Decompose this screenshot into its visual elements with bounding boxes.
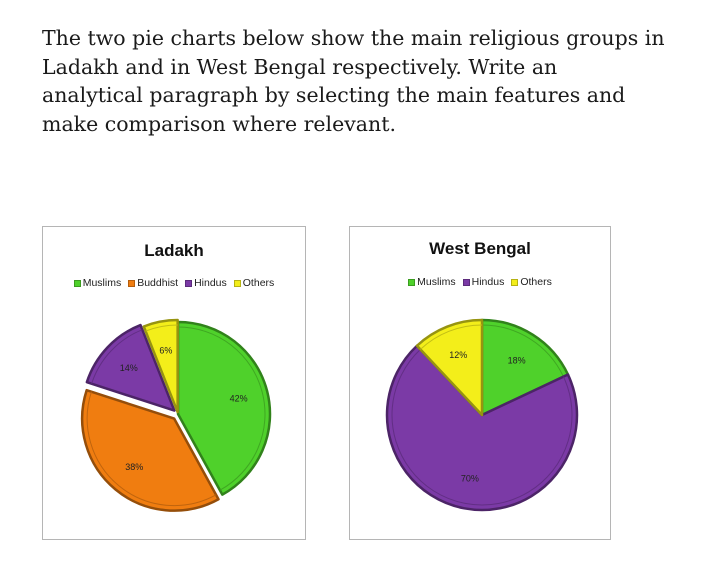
legend-label: Hindus bbox=[471, 276, 505, 288]
data-label: 14% bbox=[119, 362, 138, 373]
data-label: 42% bbox=[229, 393, 248, 404]
data-label: 6% bbox=[159, 345, 173, 356]
legend-label: Buddhist bbox=[137, 277, 179, 289]
legend-label: Others bbox=[520, 276, 552, 288]
question-prompt bbox=[42, 24, 682, 138]
data-label: 38% bbox=[125, 461, 144, 472]
legend-label: Others bbox=[242, 277, 275, 289]
chart-title: Ladakh bbox=[144, 241, 204, 260]
prompt-line: Ladakh and in West Bengal respectively. Write an bbox=[42, 54, 558, 79]
prompt-line: The two pie charts below show the main religious groups in bbox=[42, 26, 665, 50]
pie-chart-west-bengal bbox=[350, 227, 610, 539]
prompt-line: make comparison where relevant. bbox=[42, 111, 396, 136]
data-label: 18% bbox=[507, 355, 526, 366]
legend-label: Muslims bbox=[82, 277, 122, 289]
west-bengal-chart bbox=[349, 226, 611, 540]
data-label: 12% bbox=[449, 349, 468, 360]
pie-chart-ladakh bbox=[43, 227, 305, 539]
data-label: 70% bbox=[460, 473, 479, 484]
legend-label: Muslims bbox=[417, 276, 456, 288]
prompt-line: analytical paragraph by selecting the main features and bbox=[42, 83, 626, 107]
legend-label: Hindus bbox=[194, 277, 227, 289]
chart-title: West Bengal bbox=[429, 239, 531, 258]
ladakh-chart bbox=[42, 226, 306, 540]
